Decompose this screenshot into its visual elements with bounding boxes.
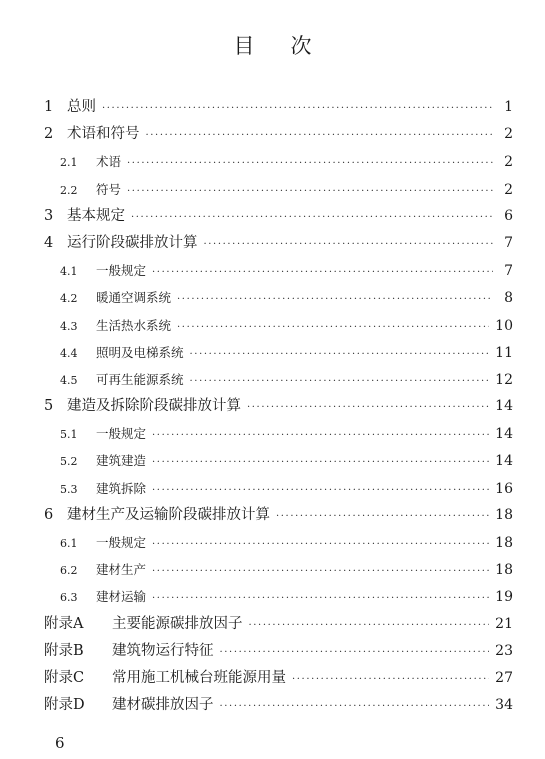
- dot-leader: [102, 95, 493, 122]
- dot-leader: [152, 449, 489, 476]
- toc-appendix-entry[interactable]: [44, 611, 513, 638]
- toc-entry-number: 2.1: [60, 156, 78, 170]
- dot-leader: [152, 422, 489, 449]
- dot-leader: [152, 259, 493, 286]
- toc-entry-page: 8: [504, 290, 513, 307]
- toc-entry-label: 建筑物运行特征: [112, 642, 214, 659]
- toc-entry-page: 7: [504, 263, 513, 280]
- toc-entry-label: 照明及电梯系统: [96, 344, 184, 360]
- toc-entry-label: 主要能源碳排放因子: [112, 615, 243, 632]
- toc-entry-page: 12: [495, 371, 513, 388]
- toc-entry-number: 5.3: [60, 482, 78, 496]
- toc-entry-label: 术语和符号: [67, 126, 140, 143]
- dot-leader: [127, 178, 493, 205]
- dot-leader: [131, 204, 493, 231]
- toc-subentry[interactable]: [44, 366, 513, 393]
- toc-entry-page: 21: [495, 615, 513, 632]
- toc-subentry[interactable]: [44, 529, 513, 556]
- toc-entry-page: 11: [495, 344, 513, 361]
- toc-entry-label: 常用施工机械台班能源用量: [112, 669, 286, 686]
- dot-leader: [220, 639, 490, 666]
- toc-entry-label: 一般规定: [96, 263, 147, 279]
- toc-entry-page: 14: [495, 453, 513, 470]
- toc-entry-label: 总则: [67, 99, 96, 115]
- toc-entry-label: 一般规定: [96, 426, 147, 442]
- toc-subentry[interactable]: [44, 583, 513, 610]
- toc-subentry[interactable]: [44, 284, 513, 311]
- toc-entry-label: 建材生产及运输阶段碳排放计算: [67, 506, 270, 523]
- toc-entry-page: 23: [495, 642, 513, 659]
- toc-entry-label: 生活热水系统: [96, 317, 172, 333]
- toc-entry[interactable]: [44, 203, 513, 230]
- table-of-contents: [44, 94, 513, 719]
- toc-entry[interactable]: [44, 230, 513, 257]
- toc-entry-number: 附录C: [44, 669, 85, 686]
- toc-entry-label: 可再生能源系统: [96, 371, 184, 387]
- dot-leader: [152, 558, 489, 585]
- toc-entry-number: 4: [44, 234, 54, 251]
- toc-entry-label: 暖通空调系统: [96, 290, 172, 306]
- toc-entry-label: 建筑拆除: [96, 480, 147, 496]
- toc-subentry[interactable]: [44, 556, 513, 583]
- toc-appendix-entry[interactable]: [44, 665, 513, 692]
- toc-entry-label: 基本规定: [67, 207, 125, 224]
- toc-subentry[interactable]: [44, 312, 513, 339]
- toc-entry-number: 5.1: [60, 428, 78, 442]
- toc-entry-number: 4.1: [60, 265, 78, 279]
- toc-entry-number: 6.3: [60, 591, 78, 605]
- toc-entry-page: 16: [495, 480, 513, 497]
- toc-entry-page: 27: [495, 669, 513, 686]
- toc-entry-number: 4.3: [60, 319, 78, 333]
- toc-entry-label: 一般规定: [96, 535, 147, 550]
- toc-entry-page: 10: [495, 317, 513, 334]
- dot-leader: [276, 503, 489, 530]
- toc-subentry[interactable]: [44, 148, 513, 175]
- toc-entry-label: 运行阶段碳排放计算: [67, 234, 198, 251]
- toc-entry-number: 3: [44, 207, 54, 224]
- dot-leader: [220, 693, 490, 720]
- dot-leader: [292, 666, 489, 693]
- toc-subentry[interactable]: [44, 420, 513, 447]
- toc-entry-number: 附录B: [44, 642, 84, 659]
- toc-entry-label: 建材生产: [96, 562, 147, 578]
- toc-entry-number: 附录D: [44, 697, 85, 714]
- toc-subentry[interactable]: [44, 176, 513, 203]
- toc-entry[interactable]: [44, 393, 513, 420]
- toc-entry[interactable]: [44, 94, 513, 121]
- toc-entry-number: 6.2: [60, 564, 78, 578]
- toc-entry-number: 1: [44, 99, 54, 115]
- page-number: 6: [55, 734, 65, 752]
- toc-entry-page: 14: [495, 398, 513, 415]
- dot-leader: [204, 231, 494, 258]
- toc-entry-number: 2.2: [60, 183, 78, 197]
- toc-entry-number: 4.4: [60, 346, 78, 360]
- toc-entry-page: 2: [504, 126, 513, 143]
- dot-leader: [152, 585, 489, 612]
- toc-entry-page: 7: [504, 234, 513, 251]
- toc-entry-page: 34: [495, 697, 513, 714]
- toc-entry[interactable]: [44, 502, 513, 529]
- toc-entry-label: 术语: [96, 154, 122, 170]
- dot-leader: [177, 286, 493, 313]
- toc-appendix-entry[interactable]: [44, 638, 513, 665]
- toc-entry-page: 1: [504, 99, 513, 115]
- dot-leader: [247, 394, 489, 421]
- toc-entry-label: 建造及拆除阶段碳排放计算: [67, 398, 241, 415]
- toc-entry-page: 18: [495, 535, 513, 551]
- page-title: 目次: [233, 34, 348, 58]
- toc-entry-label: 符号: [96, 181, 122, 197]
- toc-subentry[interactable]: [44, 475, 513, 502]
- toc-appendix-entry[interactable]: [44, 692, 513, 719]
- toc-entry-number: 2: [44, 126, 54, 143]
- toc-subentry[interactable]: [44, 447, 513, 474]
- toc-entry-number: 4.2: [60, 292, 78, 306]
- toc-entry-label: 建筑建造: [96, 453, 147, 469]
- toc-entry-page: 2: [504, 154, 513, 171]
- toc-entry-label: 建材碳排放因子: [112, 697, 214, 714]
- toc-entry-number: 5: [44, 398, 54, 415]
- toc-entry-page: 2: [504, 181, 513, 198]
- toc-entry-number: 4.5: [60, 373, 78, 387]
- toc-entry-label: 建材运输: [96, 589, 147, 605]
- toc-entry-page: 18: [495, 562, 513, 579]
- toc-entry[interactable]: [44, 121, 513, 148]
- toc-entry-page: 14: [495, 426, 513, 443]
- toc-entry-page: 6: [504, 207, 513, 224]
- dot-leader: [152, 531, 489, 558]
- dot-leader: [146, 122, 494, 149]
- dot-leader: [127, 150, 493, 177]
- dot-leader: [152, 477, 489, 504]
- toc-entry-page: 19: [495, 589, 513, 606]
- dot-leader: [190, 368, 490, 395]
- toc-entry-number: 6: [44, 506, 54, 523]
- toc-entry-number: 6.1: [60, 537, 78, 550]
- toc-subentry[interactable]: [44, 339, 513, 366]
- toc-subentry[interactable]: [44, 257, 513, 284]
- toc-entry-number: 附录A: [44, 615, 84, 632]
- dot-leader: [190, 341, 490, 368]
- toc-entry-number: 5.2: [60, 455, 78, 469]
- dot-leader: [177, 314, 489, 341]
- dot-leader: [249, 612, 490, 639]
- toc-entry-page: 18: [495, 506, 513, 523]
